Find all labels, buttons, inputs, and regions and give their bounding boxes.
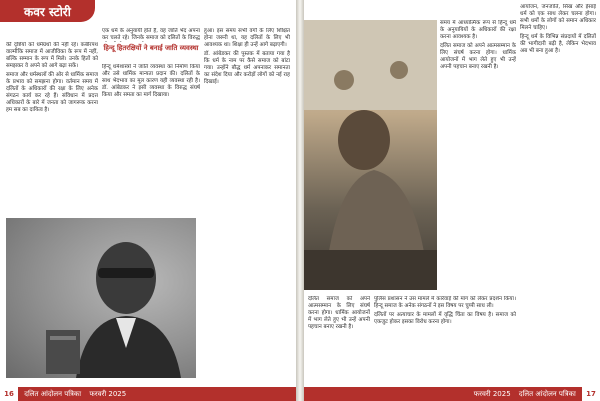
issue-date: फरवरी 2025 <box>473 390 511 398</box>
right-column-1 <box>440 20 516 290</box>
paragraph: एक धर्म के अनुयायी होते हैं, वह जाति भेद अपना कर चलते रहे। जिनके समाज को दलितों के विरुद्ध <box>102 28 200 41</box>
paragraph: की दृष्टियों को धर्मग्रंथों की नहीं रहे। कबीरपंथ वाल्मीकि समाज में आजीविका के रूप में नहीं, बल्कि सम्मान के रूप में मिले। उनके हितों को समझकर वे अपने को आगे बढ़ा सकें। <box>6 42 98 69</box>
ritual-illustration <box>304 20 437 290</box>
right-page <box>304 0 600 401</box>
paragraph: पुलिस प्रशासन ने उस मामले में कार्रवाई की मांग को लेकर प्रदर्शन किया। हिन्दू समाज के अनेक संगठनों ने इस विषय पर चुप्पी साध ली। <box>374 296 516 309</box>
right-column-3 <box>520 4 596 382</box>
paragraph: समय में आध्यात्मिक रूप से हिन्दू धर्म के अनुयायियों के अधिकारों की रक्षा करना आवश्यक है। <box>440 20 516 40</box>
portrait-photo <box>6 218 196 378</box>
paragraph: दलित समाज को अपने आत्मसम्मान के लिए संघर्ष करना होगा। धार्मिक आयोजनों में भाग लेते हुए भी उन्हें अपनी पहचान बनाए रखनी है। <box>440 43 516 70</box>
paragraph: डॉ. आंबेडकर की पुस्तक में बताया गया है कि धर्म के नाम पर कैसे समाज को बांटा गया। उन्होंने बौद्ध धर्म अपनाकर समानता का संदेश दिया और करोड़ों लोगों को नई राह दिखाई। <box>204 51 290 85</box>
paragraph: आयोजन, जनजाति, सिख और ईसाई धर्म को एक साथ लेकर चलना होगा। सभी धर्मों के लोगों को समान अधिकार मिलने चाहिए। <box>520 4 596 31</box>
left-footer <box>0 387 296 401</box>
section-tab <box>0 0 95 22</box>
paragraph: हिन्दू धर्मशास्त्रों ने जाति व्यवस्था का निर्माण किया और उसे धार्मिक मान्यता प्रदान की। दलितों के साथ भेदभाव का मूल कारण यही व्यवस्था रही है। डॉ. आंबेडकर ने इसी व्यवस्था के विरुद्ध संघर्ष किया और समता का मार्ग दिखाया। <box>102 64 200 98</box>
right-column-2 <box>374 296 516 382</box>
ritual-photo <box>304 20 437 290</box>
paragraph: दलितों पर अत्याचार के मामलों में वृद्धि चिंता का विषय है। समाज को एकजुट होकर इसका विरोध करना होगा। <box>374 312 516 325</box>
paragraph: समाज और धर्मस्थलों की ओर से धार्मिक समाज के प्रभाव को समझना होगा। वर्तमान समय में दलितों के अधिकारों की रक्षा के लिए अनेक संगठन कार्य कर रहे हैं। संविधान में प्रदत्त अधिकारों के बारे में जनता को जागरूक करना हम सब का दायित्व है। <box>6 72 98 113</box>
left-column-2-top <box>102 28 200 42</box>
left-page <box>0 0 296 401</box>
left-column-1 <box>6 42 98 214</box>
issue-date: फरवरी 2025 <box>89 390 127 398</box>
magazine-name: दलित आंदोलन पत्रिका <box>518 390 576 398</box>
subheading: हिन्दू हितरक्षियों ने बनाई जाति व्यवस्था <box>103 44 199 52</box>
portrait-illustration <box>6 218 196 378</box>
section-title: कवर स्टोरी <box>24 5 71 19</box>
paragraph: हुआ। इस समय सभी वर्गों के लिए शिक्षित होना जरूरी था, यह दलितों के लिए भी आवश्यक था। शिक्षा ही उन्हें आगे बढ़ाएगी। <box>204 28 290 48</box>
right-footer <box>304 387 600 401</box>
page-number: 16 <box>0 387 18 401</box>
left-column-3 <box>204 28 290 378</box>
gutter-fold <box>296 0 304 401</box>
right-column-1-bottom <box>308 296 370 382</box>
magazine-name: दलित आंदोलन पत्रिका <box>24 390 82 398</box>
page-number: 17 <box>582 387 600 401</box>
left-column-2-bottom <box>102 64 200 214</box>
paragraph: हिन्दू धर्म के विभिन्न संप्रदायों में दलितों की भागीदारी बढ़ी है, लेकिन भेदभाव अब भी बना हुआ है। <box>520 34 596 54</box>
paragraph: दलित समाज को अपने आत्मसम्मान के लिए संघर्ष करना होगा। धार्मिक आयोजनों में भाग लेते हुए भी उन्हें अपनी पहचान बनाए रखनी है। <box>308 296 370 330</box>
